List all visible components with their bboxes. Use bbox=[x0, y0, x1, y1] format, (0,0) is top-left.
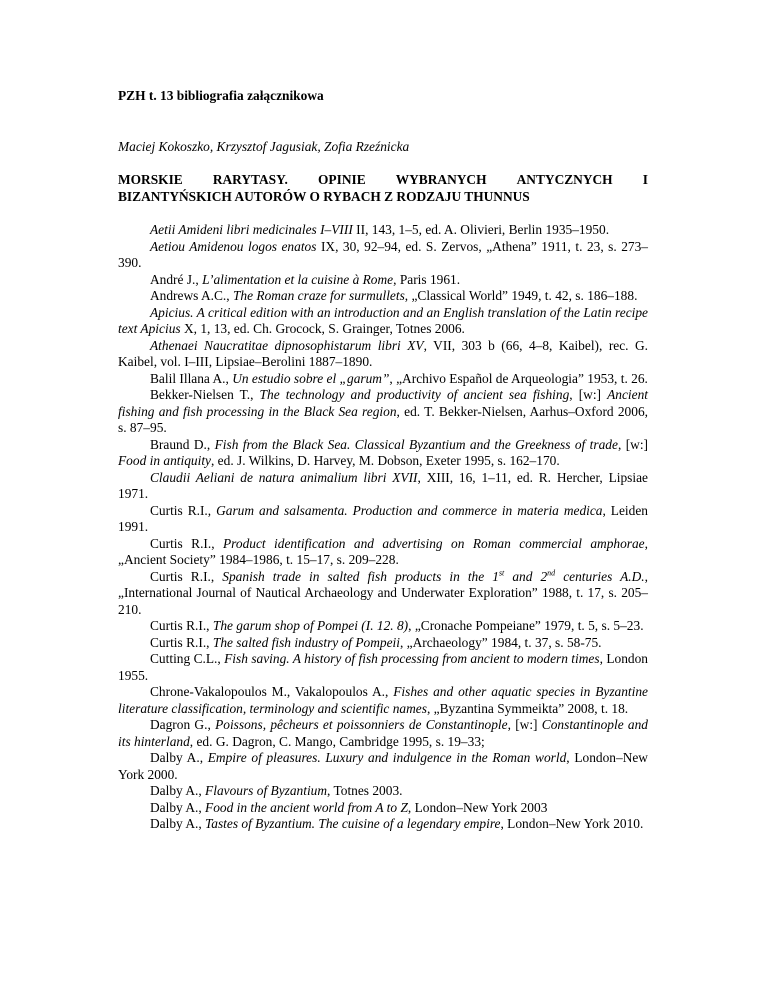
bibliography-entry bbox=[118, 387, 648, 437]
entry-text: , London–New York 2010. bbox=[500, 816, 644, 831]
entry-title-italic: Garum and salsamenta. Production and commerce in materia medica bbox=[216, 502, 603, 518]
title-word: MORSKIE bbox=[118, 172, 183, 187]
entry-text: Bekker-Nielsen T., bbox=[150, 387, 260, 402]
title-word: OPINIE bbox=[318, 172, 366, 187]
entry-text: , „International Journal of Nautical Archaeology and Underwater Exploration” 1988, t. 17, s. 205–210. bbox=[118, 568, 649, 617]
entry-text: , „Archivo Español de Arqueologia” 1953, t. 26. bbox=[389, 370, 648, 386]
entry-text: , „Archaeology” 1984, t. 37, s. 58-75. bbox=[399, 634, 602, 650]
entry-text: , [w:] bbox=[507, 717, 542, 732]
entry-text: , VII, 303 b (66, 4–8, Kaibel), rec. G. Kaibel, vol. I–III, Lipsiae–Berolini 1887–1890. bbox=[118, 337, 648, 369]
entry-text: , „Ancient Society” 1984–1986, t. 15–17, s. 209–228. bbox=[118, 535, 648, 567]
entry-text: X, 1, 13, ed. Ch. Grocock, S. Grainger, Totnes 2006. bbox=[180, 321, 465, 336]
entry-text: II, 143, 1–5, ed. A. Olivieri, Berlin 1935–1950. bbox=[352, 222, 610, 237]
entry-text: , XIII, 16, 1–11, ed. R. Hercher, Lipsiae 1971. bbox=[118, 469, 648, 501]
entry-title-italic: The garum shop of Pompei (I. 12. 8) bbox=[212, 618, 409, 633]
bibliography-entry bbox=[118, 239, 648, 272]
entry-text: Curtis R.I., bbox=[150, 618, 213, 633]
bibliography-entry bbox=[118, 470, 648, 503]
entry-text: Spanish trade in salted fish products in the 1 bbox=[222, 568, 499, 584]
entry-title-italic: Food in the ancient world from A to Z bbox=[205, 799, 408, 815]
entry-title-italic: Tastes of Byzantium. The cuisine of a legendary empire bbox=[205, 816, 501, 831]
bibliography-entry bbox=[118, 371, 648, 388]
bibliography-entry bbox=[118, 569, 648, 619]
entry-text: , ed. G. Dagron, C. Mango, Cambridge 1995, s. 19–33; bbox=[189, 733, 485, 749]
bibliography-entry bbox=[118, 783, 648, 800]
title-word: WYBRANYCH bbox=[395, 172, 487, 187]
bibliography-entry bbox=[118, 800, 648, 817]
title-word: ANTYCZNYCH bbox=[516, 172, 613, 187]
entry-text: , „Byzantina Symmeikta” 2008, t. 18. bbox=[426, 700, 629, 716]
entry-text: , ed. T. Bekker-Nielsen, Aarhus–Oxford 2006, s. 87–95. bbox=[118, 403, 648, 435]
bibliography-entry bbox=[118, 305, 648, 338]
document-header: PZH t. 13 bibliografia załącznikowa bbox=[118, 88, 324, 103]
entry-title-italic: Fish from the Black Sea. Classical Byzantium and the Greekness of trade bbox=[214, 436, 618, 452]
entry-text: Dagron G., bbox=[150, 717, 216, 732]
entry-text: , London–New York 2003 bbox=[407, 799, 548, 815]
document-page bbox=[118, 88, 648, 833]
bibliography-entry bbox=[118, 437, 648, 470]
entry-text: Curtis R.I., bbox=[150, 502, 217, 518]
bibliography-entry bbox=[118, 536, 648, 569]
entry-text: , Totnes 2003. bbox=[327, 783, 403, 798]
bibliography-entry bbox=[118, 750, 648, 783]
bibliography-entry bbox=[118, 618, 648, 635]
bibliography-list bbox=[118, 222, 648, 833]
entry-text: , ed. J. Wilkins, D. Harvey, M. Dobson, Exeter 1995, s. 162–170. bbox=[210, 453, 560, 468]
entry-title-italic bbox=[222, 569, 644, 584]
title-word: RARYTASY. bbox=[212, 172, 288, 187]
entry-text: Balil Illana A., bbox=[150, 370, 233, 386]
title-line-1 bbox=[118, 172, 648, 189]
entry-text: , Paris 1961. bbox=[393, 271, 461, 287]
entry-title-italic: Constantinople and its hinterland bbox=[118, 717, 648, 749]
entry-title-italic: Fishes and other aquatic species in Byzantine literature classification, terminology and scientific names bbox=[118, 684, 649, 716]
entry-text: , [w:] bbox=[617, 436, 648, 452]
entry-text: , [w:] bbox=[569, 387, 608, 402]
entry-title-italic: Apicius. A critical edition with an introduction and an English translation of the Latin recipe text Apicius bbox=[118, 304, 648, 336]
entry-text: Cutting C.L., bbox=[150, 651, 225, 666]
bibliography-entry bbox=[118, 651, 648, 684]
entry-title-italic: The salted fish industry of Pompeii bbox=[212, 634, 400, 650]
entry-text: centuries A.D. bbox=[555, 568, 645, 584]
bibliography-entry bbox=[118, 222, 648, 239]
ordinal-superscript: st bbox=[498, 568, 505, 578]
entry-text: , London 1955. bbox=[118, 651, 648, 683]
entry-text: Curtis R.I., bbox=[150, 568, 223, 584]
entry-text: , Leiden 1991. bbox=[118, 502, 648, 534]
entry-text: Dalby A., bbox=[150, 799, 206, 815]
entry-title-italic: Athenaei Naucratitae dipnosophistarum libri XV bbox=[150, 337, 424, 353]
authors-line: Maciej Kokoszko, Krzysztof Jagusiak, Zofia Rzeźnicka bbox=[118, 138, 410, 154]
title-line-2: BIZANTYŃSKICH AUTORÓW O RYBACH Z RODZAJU THUNNUS bbox=[118, 188, 530, 204]
entry-title-italic: The Roman craze for surmullets bbox=[232, 288, 405, 303]
entry-text: André J., bbox=[150, 271, 203, 287]
entry-title-italic: Claudii Aeliani de natura animalium libri XVII bbox=[150, 469, 418, 485]
entry-title-italic: L’alimentation et la cuisine à Rome bbox=[202, 271, 394, 287]
entry-text: Chrone-Vakalopoulos M., Vakalopoulos A., bbox=[150, 684, 394, 699]
entry-text: , London–New York 2000. bbox=[118, 750, 648, 782]
article-title bbox=[118, 172, 648, 205]
entry-title-italic: Aetiou Amidenou logos enatos bbox=[150, 238, 317, 254]
entry-title-italic: Fish saving. A history of fish processing from ancient to modern times bbox=[224, 651, 600, 666]
entry-text: Dalby A., bbox=[150, 783, 206, 798]
entry-title-italic: Aetii Amideni libri medicinales I–VIII bbox=[150, 222, 353, 237]
bibliography-entry bbox=[118, 338, 648, 371]
entry-title-italic: Product identification and advertising on Roman commercial amphorae bbox=[223, 535, 645, 551]
bibliography-entry bbox=[118, 684, 648, 717]
bibliography-entry bbox=[118, 816, 648, 833]
ordinal-superscript: nd bbox=[547, 568, 556, 578]
entry-title-italic: Empire of pleasures. Luxury and indulgence in the Roman world bbox=[207, 750, 567, 765]
entry-title-italic: Poissons, pêcheurs et poissonniers de Constantinople bbox=[215, 717, 508, 732]
entry-text: , „Cronache Pompeiane” 1979, t. 5, s. 5–23. bbox=[408, 618, 644, 633]
title-word: I bbox=[642, 172, 648, 187]
entry-text: Braund D., bbox=[150, 436, 215, 452]
entry-title-italic: Un estudio sobre el „garum” bbox=[232, 370, 390, 386]
entry-title-italic: Flavours of Byzantium bbox=[205, 783, 328, 798]
entry-text: Curtis R.I., bbox=[150, 535, 223, 551]
entry-text: IX, 30, 92–94, ed. S. Zervos, „Athena” 1911, t. 23, s. 273–390. bbox=[118, 238, 648, 270]
entry-text: Dalby A., bbox=[150, 750, 208, 765]
bibliography-entry bbox=[118, 635, 648, 652]
entry-text: , „Classical World” 1949, t. 42, s. 186–188. bbox=[404, 288, 638, 303]
bibliography-entry bbox=[118, 272, 648, 289]
entry-text: Curtis R.I., bbox=[150, 634, 213, 650]
entry-text: and 2 bbox=[504, 568, 548, 584]
entry-title-italic: Food in antiquity bbox=[118, 453, 211, 468]
bibliography-entry bbox=[118, 288, 648, 305]
entry-text: Andrews A.C., bbox=[150, 288, 233, 303]
entry-title-italic: Ancient fishing and fish processing in the Black Sea region bbox=[118, 387, 648, 419]
bibliography-entry bbox=[118, 503, 648, 536]
bibliography-entry bbox=[118, 717, 648, 750]
entry-text: Dalby A., bbox=[150, 816, 206, 831]
entry-title-italic: The technology and productivity of ancient sea fishing bbox=[259, 387, 570, 402]
